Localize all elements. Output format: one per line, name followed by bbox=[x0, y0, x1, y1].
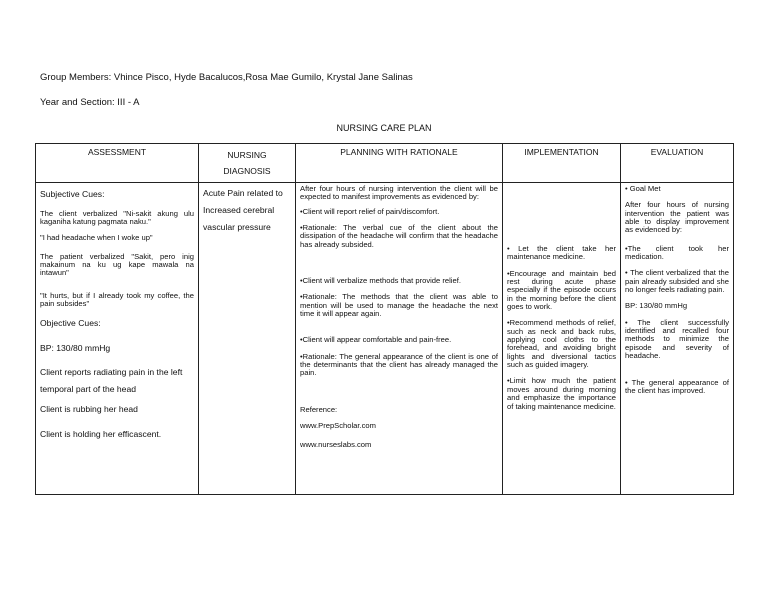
objective-cue-2: Client is rubbing her head bbox=[40, 403, 138, 414]
subjective-quote-4: "It hurts, but if I already took my coffee, the pain subsides" bbox=[40, 290, 194, 309]
objective-bp: BP: 130/80 mmHg bbox=[40, 343, 111, 354]
planning-rationale-2: •Rationale: The methods that the client was able to mention will be used to manage the headache the next time it will appear again. bbox=[300, 292, 498, 319]
table-body-row bbox=[36, 183, 734, 495]
assessment-header: ASSESSMENT bbox=[36, 144, 199, 183]
objective-cue-3: Client is holding her efficascent. bbox=[40, 428, 162, 439]
planning-intro: After four hours of nursing intervention the client will be expected to manifest improvements as evidenced by: bbox=[300, 184, 498, 202]
reference-link-2: www.nurseslabs.com bbox=[300, 439, 372, 449]
evaluation-bp: BP: 130/80 mmHg bbox=[625, 301, 688, 311]
objective-cue-1: Client reports radiating pain in the left temporal part of the head bbox=[40, 366, 183, 394]
evaluation-item-1: •The client took her medication. bbox=[625, 243, 729, 262]
subjective-cues-title: Subjective Cues: bbox=[40, 189, 105, 199]
evaluation-header: EVALUATION bbox=[621, 144, 734, 183]
implementation-item-1: • Let the client take her maintenance medicine. bbox=[507, 244, 616, 262]
evaluation-item-2: • The client verbalized that the pain already subsided and she no longer feels radiating pain. bbox=[625, 268, 729, 295]
assessment-cell bbox=[36, 183, 199, 495]
subjective-quote-1: The client verbalized "Ni-sakit akung ulu kaganiha katung pagmata naku." bbox=[40, 208, 194, 227]
planning-rationale-1: •Rationale: The verbal cue of the client about the dissipation of the headache will confirm that the headache has already subsided. bbox=[300, 223, 498, 249]
table-header-row bbox=[36, 144, 734, 183]
evaluation-item-4: • The general appearance of the client has improved. bbox=[625, 377, 729, 395]
nursing-diagnosis: Acute Pain related to Increased cerebral vascular pressure bbox=[203, 188, 283, 232]
diagnosis-header bbox=[199, 144, 296, 183]
implementation-item-3: •Recommend methods of relief, such as neck and back rubs, applying cool cloths to the forehead, and avoiding bright lights and diversional tactics such as guided imagery. bbox=[507, 318, 616, 370]
planning-goal-2: •Client will verbalize methods that provide relief. bbox=[300, 276, 461, 286]
group-members: Group Members: Vhince Pisco, Hyde Bacalucos,Rosa Mae Gumilo, Krystal Jane Salinas bbox=[40, 72, 413, 83]
diagnosis-cell bbox=[199, 183, 296, 495]
evaluation-intro: After four hours of nursing intervention the patient was able to display improvement as evidenced by: bbox=[625, 200, 729, 235]
subjective-quote-3: The patient verbalized "Sakit, pero inig makainum na ku ug kape mawala na intawun" bbox=[40, 251, 194, 278]
evaluation-item-3: • The client successfully identified and recalled four methods to minimize the episode and severity of headache. bbox=[625, 317, 729, 361]
year-and-section: Year and Section: III - A bbox=[40, 97, 140, 108]
implementation-cell bbox=[503, 183, 621, 495]
planning-rationale-3: •Rationale: The general appearance of the client is one of the determinants that the client has already managed the pain. bbox=[300, 351, 498, 378]
planning-goal-3: •Client will appear comfortable and pain-free. bbox=[300, 335, 452, 345]
subjective-quote-2: "I had headache when I woke up" bbox=[40, 233, 153, 243]
reference-title: Reference: bbox=[300, 404, 338, 414]
planning-header: PLANNING WITH RATIONALE bbox=[296, 144, 503, 183]
diagnosis-header-line2: DIAGNOSIS bbox=[223, 166, 271, 176]
objective-cues-title: Objective Cues: bbox=[40, 318, 101, 329]
care-plan-table bbox=[35, 143, 734, 495]
evaluation-cell bbox=[621, 183, 734, 495]
plan-title: NURSING CARE PLAN bbox=[336, 123, 432, 133]
diagnosis-header-line1: NURSING bbox=[227, 150, 267, 160]
planning-goal-1: •Client will report relief of pain/discomfort. bbox=[300, 206, 440, 216]
planning-cell bbox=[296, 183, 503, 495]
implementation-item-2: •Encourage and maintain bed rest during acute phase especially if the episode occurs in the morning before the client goes to work. bbox=[507, 268, 616, 312]
implementation-header: IMPLEMENTATION bbox=[503, 144, 621, 183]
reference-link-1: www.PrepScholar.com bbox=[300, 421, 376, 431]
evaluation-goal-met: • Goal Met bbox=[625, 184, 661, 193]
implementation-item-4: •Limit how much the patient moves around during morning and emphasize the importance of taking maintenance medicine. bbox=[507, 376, 616, 411]
